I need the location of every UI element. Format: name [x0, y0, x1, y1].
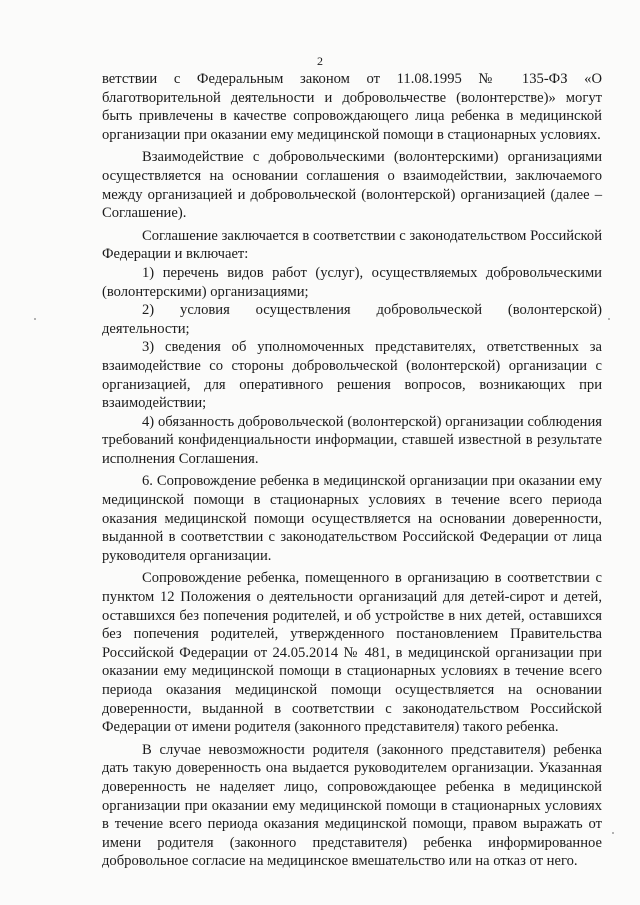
list-item-1: 1) перечень видов работ (услуг), осуществляемых добровольческими (волонтерскими) организациями; — [102, 264, 602, 300]
list-item-2: 2) условия осуществления добровольческой (волонтерской) деятельности; — [102, 302, 602, 337]
scan-speck — [34, 318, 36, 320]
paragraph-escort-orphan: Сопровождение ребенка, помещенного в организацию в соответствии с пунктом 12 Положения о деятельности организаций для детей-сирот и детей, оставшихся без попечения родителей, и об устройстве в них детей, оставшихся без попечения родителей, утвержденного постановлением Правительства Российской Федерации от 24.05.2014 № 481, в медицинской организации при оказании ему медицинской помощи в стационарных условиях в течение всего периода оказания медицинской помощи осуществляется на основании доверенности, выданной в соответствии с законодательством Российской Федерации от имени родителя (законного представителя) такого ребенка. — [102, 570, 602, 736]
paragraph-interaction: Взаимодействие с добровольческими (волонтерскими) организациями осуществляется на основании соглашения о взаимодействии, заключаемого между организацией и добровольческой (волонтерской) организацией (далее – Соглашение). — [102, 149, 602, 222]
paragraph-item-6: 6. Сопровождение ребенка в медицинской организации при оказании ему медицинской помощи в стационарных условиях в течение всего периода оказания медицинской помощи осуществляется на основании доверенности, выданной в соответствии с законодательством Российской Федерации от лица руководителя организации. — [102, 473, 602, 564]
paragraph-agreement: Соглашение заключается в соответствии с законодательством Российской Федерации и включает: — [102, 227, 602, 263]
list-item-4: 4) обязанность добровольческой (волонтерской) организации соблюдения требований конфиденциальности информации, ставшей известной в результате исполнения Соглашения. — [102, 413, 602, 467]
list-item-3: 3) сведения об уполномоченных представителях, ответственных за взаимодействие со стороны добровольческой (волонтерской) организации с организацией, для оперативного решения вопросов, возникающих при взаимодействии; — [102, 339, 602, 412]
paragraph-power-of-attorney: В случае невозможности родителя (законного представителя) ребенка дать такую доверенность она выдается руководителем организации. Указанная доверенность не наделяет лицо, сопровождающее ребенка в медицинской организации при оказании ему медицинской помощи в стационарных условиях в течение всего периода оказания медицинской помощи, правом выражать от имени родителя (законного представителя) ребенка информированное добровольное согласие на медицинское вмешательство или на отказ от него. — [102, 741, 602, 870]
scan-speck — [612, 832, 614, 834]
document-body — [102, 70, 602, 871]
scan-speck — [608, 318, 610, 320]
page-number: 2 — [317, 54, 323, 68]
paragraph-volunteer-law: ветствии с Федеральным законом от 11.08.1995 № 135-ФЗ «О благотворительной деятельности и добровольчестве (волонтерстве)» могут быть привлечены в качестве сопровождающего лица ребенка в медицинской организации при оказании ему медицинской помощи в стационарных условиях. — [102, 71, 602, 143]
